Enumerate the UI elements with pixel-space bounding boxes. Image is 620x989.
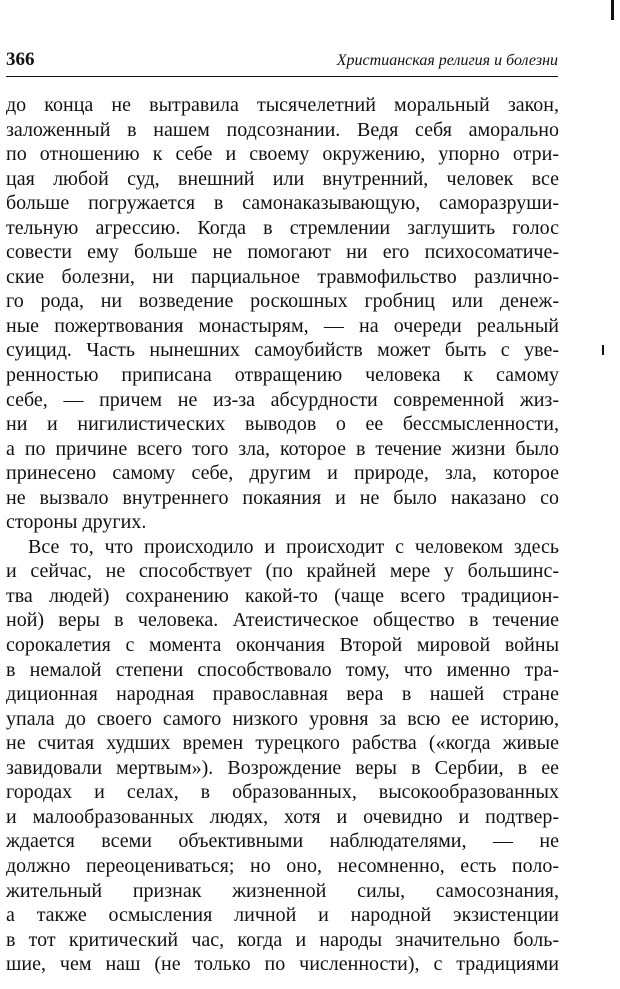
text-line: больше погружается в самонаказывающую, саморазруши- — [6, 192, 559, 215]
text-line: ские болезни, ни парциальное травмофильство различно- — [6, 265, 559, 288]
paragraph-first-line: Все то, что происходило и происходит с человеком здесь — [28, 535, 559, 558]
scan-mark — [602, 345, 604, 355]
text-line: должно переоцениваться; но оно, несомненно, есть поло- — [6, 854, 559, 877]
page-header — [6, 48, 558, 77]
body-text — [6, 93, 559, 977]
text-line: жительный признак жизненной силы, самосознания, — [6, 879, 559, 902]
text-line: в тот критический час, когда и народы значительно боль- — [6, 928, 559, 951]
text-line: не считая худших времен турецкого рабства («когда живые — [6, 732, 559, 755]
text-line: ной) веры в человека. Атеистическое общество в течение — [6, 609, 559, 632]
text-line: ренностью приписана отвращению человека к самому — [6, 364, 559, 387]
text-line: и малообразованных людях, хотя и очевидно и подтвер- — [6, 805, 559, 828]
text-line: диционная народная православная вера в нашей стране — [6, 683, 559, 706]
text-line: заложенный в нашем подсознании. Ведя себя аморально — [6, 118, 559, 141]
text-line: а по причине всего того зла, которое в течение жизни было — [6, 437, 559, 460]
text-line: себе, — причем не из-за абсурдности современной жиз- — [6, 388, 559, 411]
text-line: по отношению к себе и своему окружению, упорно отри- — [6, 143, 559, 166]
text-line: до конца не вытравила тысячелетний моральный закон, — [6, 94, 559, 116]
text-line: городах и селах, в образованных, высокообразованных — [6, 781, 559, 804]
text-line: ные пожертвования монастырям, — на очереди реальный — [6, 314, 559, 337]
text-line: а также осмысления личной и народной экзистенции — [6, 904, 559, 927]
text-line: принесено самому себе, другим и природе, зла, которое — [6, 462, 559, 485]
text-line: ждается всеми объективными наблюдателями, — не — [6, 830, 559, 853]
text-line: и сейчас, не способствует (по крайней мере у большинс- — [6, 560, 559, 583]
running-title: Христианская религия и болезни — [336, 52, 558, 69]
text-line: не вызвало внутреннего покаяния и не было наказано со — [6, 486, 559, 509]
text-line: тва людей) сохранению какой-то (чаще всего традицион- — [6, 584, 559, 607]
text-line: упала до своего самого низкого уровня за всю ее историю, — [6, 707, 559, 730]
text-line: завидовали мертвым»). Возрождение веры в Сербии, в ее — [6, 756, 559, 779]
text-line: ни и нигилистических выводов о ее бессмысленности, — [6, 413, 559, 436]
scan-mark — [611, 0, 614, 20]
page-number: 366 — [6, 49, 35, 70]
text-line: совести ему больше не помогают ни его психосоматиче- — [6, 241, 559, 264]
text-line: в немалой степени способствовало тому, что именно тра- — [6, 658, 559, 681]
text-line: сорокалетия с момента окончания Второй мировой войны — [6, 634, 559, 657]
paragraph-last-line: стороны других. — [6, 511, 147, 534]
text-line: суицид. Часть нынешних самоубийств может быть с уве- — [6, 339, 559, 362]
text-line: тельную агрессию. Когда в стремлении заглушить голос — [6, 216, 559, 239]
text-line: шие, чем наш (не только по численности), с традициями — [6, 953, 559, 976]
text-line: цая любой суд, внешний или внутренний, человек все — [6, 167, 559, 190]
text-line: го рода, ни возведение роскошных гробниц или денеж- — [6, 290, 559, 313]
